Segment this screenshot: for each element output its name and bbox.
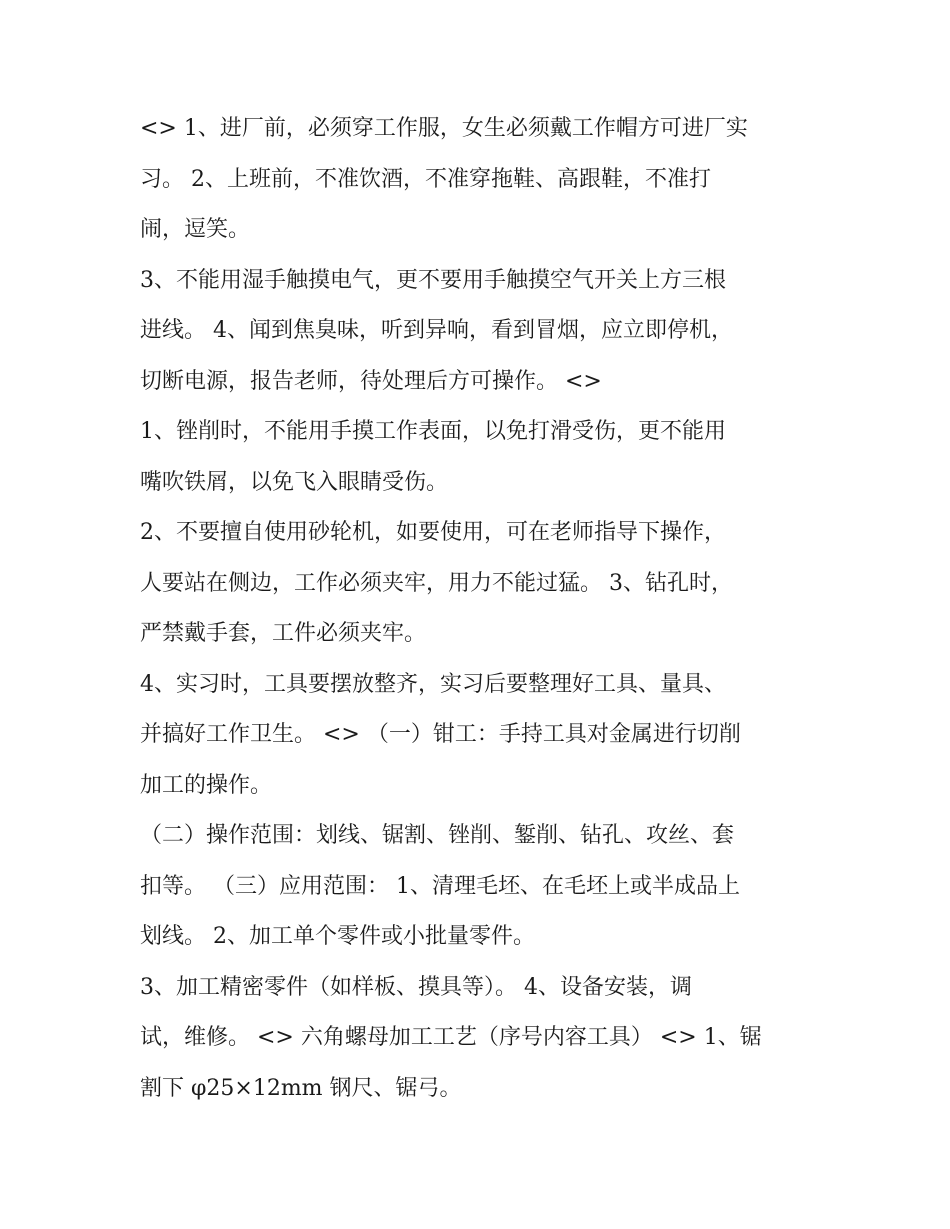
text-line-1: <> 1、进厂前，必须穿工作服，女生必须戴工作帽方可进厂实 bbox=[140, 116, 748, 141]
document-body bbox=[140, 104, 820, 1114]
text-line-5: 进线。 4、闻到焦臭味，听到异响，看到冒烟，应立即停机， bbox=[140, 318, 733, 343]
text-line-10: 人要站在侧边，工作必须夹牢，用力不能过猛。 3、钻孔时， bbox=[140, 570, 733, 596]
text-line-12: 4、实习时，工具要摆放整齐，实习后要整理好工具、量具、 bbox=[140, 671, 726, 697]
text-line-9: 2、不要擅自使用砂轮机，如要使用，可在老师指导下操作， bbox=[140, 520, 726, 545]
text-line-7: 1、锉削时，不能用手摸工作表面，以免打滑受伤，更不能用 bbox=[140, 419, 726, 444]
text-line-20: 割下 φ25×12mm 钢尺、锯弓。 bbox=[140, 1075, 462, 1101]
text-line-8: 嘴吹铁屑，以免飞入眼睛受伤。 bbox=[140, 469, 449, 495]
text-line-16: 扣等。 （三）应用范围： 1、清理毛坯、在毛坯上或半成品上 bbox=[140, 873, 740, 899]
text-line-13: 并搞好工作卫生。 <> （一）钳工：手持工具对金属进行切削 bbox=[140, 722, 741, 747]
text-line-11: 严禁戴手套，工件必须夹牢。 bbox=[140, 621, 427, 646]
text-line-18: 3、加工精密零件（如样板、摸具等）。 4、设备安装，调 bbox=[140, 974, 692, 1000]
text-line-19: 试，维修。 <> 六角螺母加工工艺（序号内容工具） <> 1、锯 bbox=[140, 1025, 762, 1050]
text-line-17: 划线。 2、加工单个零件或小批量零件。 bbox=[140, 924, 535, 949]
text-line-2: 习。 2、上班前，不准饮酒，不准穿拖鞋、高跟鞋，不准打 bbox=[140, 166, 711, 192]
text-line-14: 加工的操作。 bbox=[140, 772, 273, 798]
text-line-6: 切断电源，报告老师，待处理后方可操作。 <> bbox=[140, 368, 602, 394]
text-line-3: 闹，逗笑。 bbox=[140, 217, 251, 242]
text-line-4: 3、不能用湿手触摸电气，更不要用手触摸空气开关上方三根 bbox=[140, 267, 726, 293]
text-line-15: （二）操作范围：划线、锯割、锉削、錾削、钻孔、攻丝、套 bbox=[140, 823, 735, 848]
